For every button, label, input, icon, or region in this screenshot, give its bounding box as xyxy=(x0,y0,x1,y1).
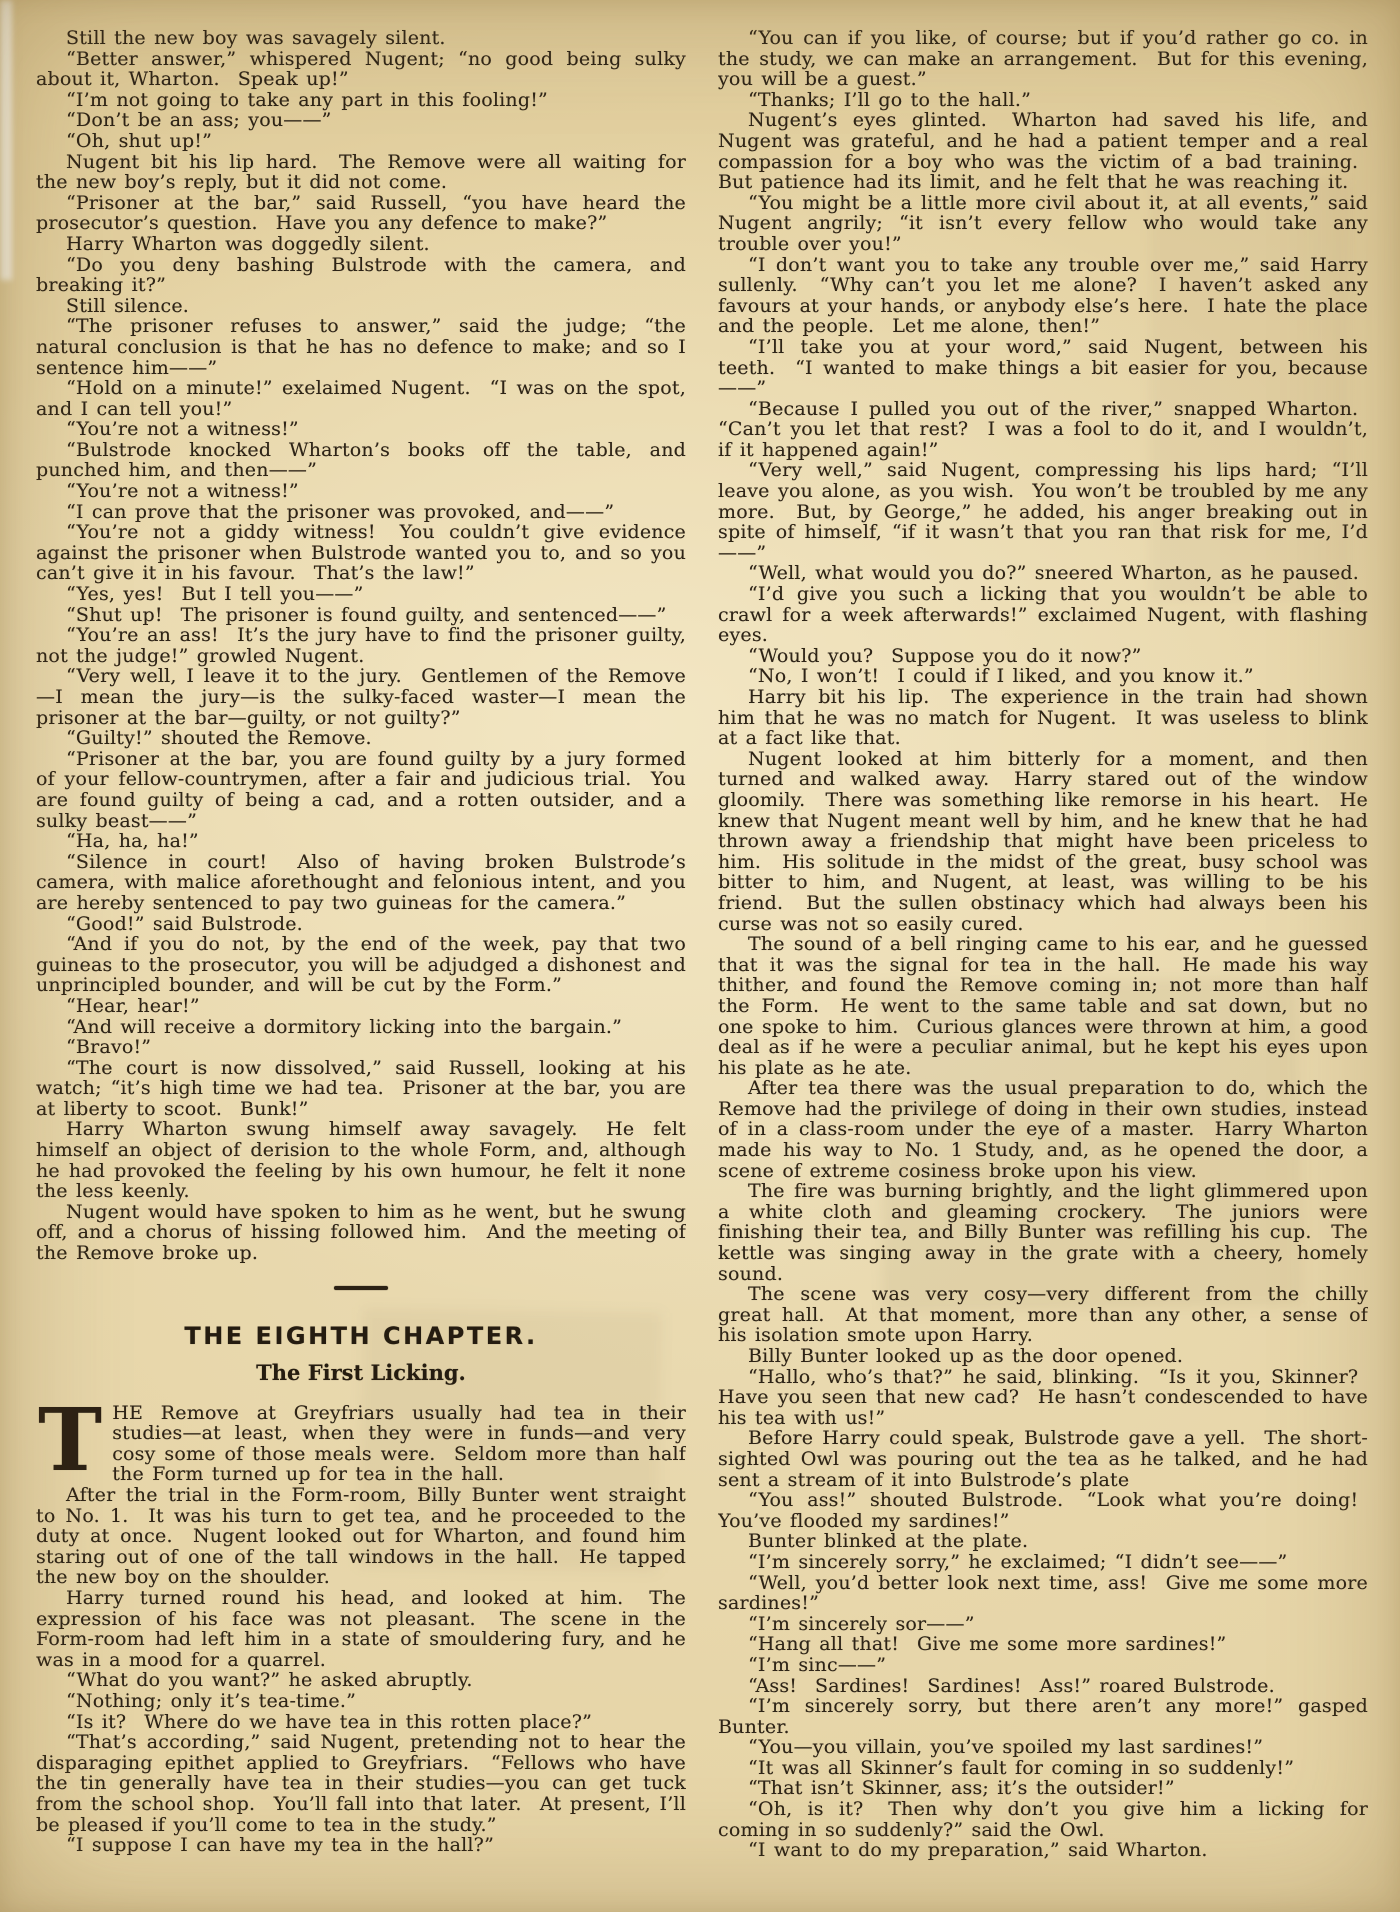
story-paragraph: “I can prove that the prisoner was provoked, and——” xyxy=(66,500,615,523)
story-paragraph: “Prisoner at the bar,” said Russell, “you have heard the prosecutor’s question. Have you any defence to make?” xyxy=(36,191,686,235)
drop-cap: T xyxy=(38,1389,103,1491)
story-paragraph: Harry Wharton was doggedly silent. xyxy=(66,232,430,255)
story-paragraph: “Well, what would you do?” sneered Wharton, as he paused. xyxy=(748,562,1359,585)
story-paragraph: Nugent bit his lip hard. The Remove were all waiting for the new boy’s reply, but it did not come. xyxy=(36,150,686,194)
story-paragraph: The sound of a bell ringing came to his ear, and he guessed that it was the signal for tea in the hall. He made his way thither, and found the Remove coming in; not more than half the Form. He went to the same table and sat down, but no one spoke to him. Curious glances were thrown at him, a good deal as if he were a peculiar animal, but he kept his eyes upon his plate as he ate. xyxy=(718,933,1368,1079)
story-paragraph: “Good!” said Bulstrode. xyxy=(66,912,303,935)
story-paragraph: “I’m sincerely sor——” xyxy=(748,1612,975,1635)
story-paragraph: “Shut up! The prisoner is found guilty, and sentenced——” xyxy=(66,603,667,626)
story-paragraph: “You’re not a witness!” xyxy=(66,480,299,503)
story-paragraph: “Oh, shut up!” xyxy=(66,129,213,152)
story-paragraph: “I’ll take you at your word,” said Nugent, between his teeth. “I wanted to make things a bit easier for you, because——” xyxy=(718,335,1368,400)
story-paragraph: “Nothing; only it’s tea-time.” xyxy=(66,1689,356,1712)
story-paragraph: “And will receive a dormitory licking into the bargain.” xyxy=(66,1015,623,1038)
story-paragraph: Billy Bunter looked up as the door opened. xyxy=(748,1345,1184,1367)
story-paragraph: Bunter blinked at the plate. xyxy=(748,1530,1029,1553)
story-paragraph: “No, I won’t! I could if I liked, and you know it.” xyxy=(748,665,1254,688)
right-column xyxy=(718,28,1368,1908)
story-paragraph: “Yes, yes! But I tell you——” xyxy=(66,583,364,606)
story-paragraph: Before Harry could speak, Bulstrode gave a yell. The short-sighted Owl was pouring out the tea as he talked, and he had sent a stream of it into Bulstrode’s plate xyxy=(718,1427,1368,1491)
story-paragraph: “Is it? Where do we have tea in this rotten place?” xyxy=(66,1710,592,1733)
story-paragraph: “Hallo, who’s that?” he said, blinking. “Is it you, Skinner? Have you seen that new cad? He hasn’t condescended to have his tea with us!” xyxy=(718,1365,1368,1429)
story-paragraph: “I’m sinc——” xyxy=(748,1653,887,1676)
story-paragraph: “Ass! Sardines! Sardines! Ass!” roared Bulstrode. xyxy=(748,1674,1275,1697)
story-paragraph: “I suppose I can have my tea in the hall?” xyxy=(66,1834,494,1857)
story-paragraph: Harry bit his lip. The experience in the train had shown him that he was no match for Nugent. It was useless to blink at a fact like that. xyxy=(718,686,1368,750)
section-divider xyxy=(334,1286,388,1290)
chapter-heading: THE EIGHTH CHAPTER. xyxy=(184,1321,538,1350)
story-paragraph: “Very well, I leave it to the jury. Gentlemen of the Remove—I mean the jury—is the sulky-faced waster—I mean the prisoner at the bar—guilty, or not guilty?” xyxy=(36,665,686,729)
story-paragraph: The fire was burning brightly, and the light glimmered upon a white cloth and gleaming crockery. The juniors were finishing their tea, and Billy Bunter was refilling his cup. The kettle was singing away in the grate with a cheery, homely sound. xyxy=(718,1180,1368,1285)
story-paragraph: “Prisoner at the bar, you are found guilty by a jury formed of your fellow-countrymen, after a fair and judicious trial. You are found guilty of being a cad, and a rotten outsider, and a sulky beast——” xyxy=(36,747,686,832)
story-paragraph: “Better answer,” whispered Nugent; “no good being sulky about it, Wharton. Speak up!” xyxy=(36,47,686,91)
story-paragraph: The scene was very cosy—very different from the chilly great hall. At that moment, more than any other, a sense of his isolation smote upon Harry. xyxy=(718,1283,1368,1347)
story-paragraph: “Hear, hear!” xyxy=(66,994,200,1017)
story-paragraph: “Hold on a minute!” exelaimed Nugent. “I was on the spot, and I can tell you!” xyxy=(36,377,686,420)
story-paragraph: “You can if you like, of course; but if you’d rather go co. in the study, we can make an arrangement. But for this evening, you will be a guest.” xyxy=(718,28,1368,91)
story-paragraph: “You ass!” shouted Bulstrode. “Look what you’re doing! You’ve flooded my sardines!” xyxy=(718,1489,1368,1532)
story-paragraph: “I’m not going to take any part in this fooling!” xyxy=(66,88,548,111)
story-paragraph: “Silence in court! Also of having broken Bulstrode’s camera, with malice aforethought and felonious intent, and you are hereby sentenced to pay two guineas for the camera.” xyxy=(36,850,686,914)
story-paragraph: “Oh, is it? Then why don’t you give him a licking for coming in so suddenly?” said the Owl. xyxy=(718,1798,1368,1841)
story-paragraph: “Don’t be an ass; you——” xyxy=(66,109,332,132)
story-paragraph: After the trial in the Form-room, Billy Bunter went straight to No. 1. It was his turn to get tea, and he proceeded to the duty at once. Nugent looked out for Wharton, and found him staring out of one of the tall windows in the hall. He tapped the new boy on the shoulder. xyxy=(36,1484,686,1589)
story-paragraph: “You’re not a witness!” xyxy=(66,418,299,441)
story-paragraph: “You might be a little more civil about it, at all events,” said Nugent angrily; “it isn’t every fellow who would take any trouble over you!” xyxy=(718,191,1368,255)
story-paragraph: Nugent would have spoken to him as he went, but he swung off, and a chorus of hissing followed him. And the meeting of the Remove broke up. xyxy=(36,1200,686,1265)
story-paragraph: Nugent looked at him bitterly for a moment, and then turned and walked away. Harry stared out of the window gloomily. There was something like remorse in his heart. He knew that Nugent meant well by him, and he knew that he had thrown away a friendship that might have been priceless to him. His solitude in the midst of the great, busy school was bitter to him, and Nugent, at least, was willing to be his friend. But the sullen obstinacy which had always been his curse was not so easily cured. xyxy=(718,747,1368,935)
story-paragraph: “Do you deny bashing Bulstrode with the camera, and breaking it?” xyxy=(36,253,686,297)
story-paragraph: “Would you? Suppose you do it now?” xyxy=(748,644,1142,667)
story-paragraph: “It was all Skinner’s fault for coming in so suddenly!” xyxy=(748,1756,1295,1779)
story-paragraph xyxy=(36,1389,686,1491)
story-paragraph: “Well, you’d better look next time, ass! Give me some more sardines!” xyxy=(718,1571,1368,1615)
chapter-subheading: The First Licking. xyxy=(256,1359,466,1385)
story-paragraph: Nugent’s eyes glinted. Wharton had saved his life, and Nugent was grateful, and he had a patient temper and a real compassion for a boy who was the victim of a bad training. But patience had its limit, and he felt that he was reaching it. xyxy=(718,109,1368,194)
story-paragraph: “You—you villain, you’ve spoiled my last sardines!” xyxy=(748,1736,1264,1759)
story-paragraph: “You’re an ass! It’s the jury have to find the prisoner guilty, not the judge!” growled Nugent. xyxy=(36,624,686,667)
story-paragraph: Harry turned round his head, and looked at him. The expression of his face was not pleasant. The scene in the Form-room had left him in a state of smouldering fury, and he was in a mood for a quarrel. xyxy=(36,1586,686,1671)
story-paragraph: Still silence. xyxy=(66,294,190,317)
story-paragraph: “I don’t want you to take any trouble over me,” said Harry sullenly. “Why can’t you let me alone? I haven’t asked any favours at your hands, or anybody else’s here. I hate the place and the people. Let me alone, then!” xyxy=(718,253,1368,338)
story-paragraph: “Very well,” said Nugent, compressing his lips hard; “I’ll leave you alone, as you wish. You won’t be troubled by me any more. But, by George,” he added, his anger breaking out in spite of himself, “if it wasn’t that you ran that risk for me, I’d——” xyxy=(718,459,1368,564)
story-paragraph: “That isn’t Skinner, ass; it’s the outsider!” xyxy=(748,1777,1175,1800)
story-paragraph: Still the new boy was savagely silent. xyxy=(66,28,446,49)
story-paragraph: After tea there was the usual preparation to do, which the Remove had the privilege of doing in their own studies, instead of in a class-room under the eye of a master. Harry Wharton made his way to No. 1 Study, and, as he opened the door, a scene of extreme cosiness broke upon his view. xyxy=(718,1077,1368,1182)
story-paragraph: “Thanks; I’ll go to the hall.” xyxy=(748,88,1032,111)
story-paragraph: “The prisoner refuses to answer,” said the judge; “the natural conclusion is that he has no defence to make; and so I sentence him——” xyxy=(36,315,686,379)
story-paragraph: “I’m sincerely sorry,” he exclaimed; “I didn’t see——” xyxy=(748,1550,1288,1573)
story-paragraph: “You’re not a giddy witness! You couldn’t give evidence against the prisoner when Bulstrode wanted you to, and so you can’t give it in his favour. That’s the law!” xyxy=(36,521,686,585)
story-paragraph: Harry Wharton swung himself away savagely. He felt himself an object of derision to the whole Form, and, although he had provoked the feeling by his own humour, he felt it none the less keenly. xyxy=(36,1118,686,1203)
story-paragraph: “What do you want?” he asked abruptly. xyxy=(66,1669,473,1692)
story-paragraph: “Guilty!” shouted the Remove. xyxy=(66,727,372,750)
story-paragraph: “Ha, ha, ha!” xyxy=(66,830,199,853)
story-paragraph: “I’m sincerely sorry, but there aren’t any more!” gasped Bunter. xyxy=(718,1695,1368,1738)
story-paragraph: “Hang all that! Give me some more sardines!” xyxy=(748,1633,1227,1656)
left-column xyxy=(36,28,686,1908)
story-paragraph: “Bravo!” xyxy=(66,1036,152,1059)
story-paragraph: “Because I pulled you out of the river,” snapped Wharton. “Can’t you let that rest? I was a fool to do it, and I wouldn’t, if it happened again!” xyxy=(718,397,1368,461)
story-paragraph: “The court is now dissolved,” said Russell, looking at his watch; “it’s high time we had tea. Prisoner at the bar, you are at liberty to scoot. Bunk!” xyxy=(36,1056,686,1120)
story-paragraph: “That’s according,” said Nugent, pretending not to hear the disparaging epithet applied to Greyfriars. “Fellows who have the tin generally have tea in their studies—you can get tuck from the school shop. You’ll fall into that later. At present, I’ll be pleased if you’ll come to tea in the study.” xyxy=(36,1731,686,1836)
story-paragraph: “I want to do my preparation,” said Wharton. xyxy=(748,1839,1208,1862)
story-paragraph: “Bulstrode knocked Wharton’s books off the table, and punched him, and then——” xyxy=(36,438,686,482)
story-paragraph: “I’d give you such a licking that you wouldn’t be able to crawl for a week afterwards!” exclaimed Nugent, with flashing eyes. xyxy=(718,583,1368,647)
paragraph-text: HE Remove at Greyfriars usually had tea in their studies—at least, when they were in funds—and very cosy some of those meals were. Seldom more than half the Form turned up for tea in the hall. xyxy=(112,1401,686,1486)
story-paragraph: “And if you do not, by the end of the week, pay that two guineas to the prosecutor, you will be adjudged a dishonest and unprincipled bounder, and will be cut by the Form.” xyxy=(36,933,686,997)
